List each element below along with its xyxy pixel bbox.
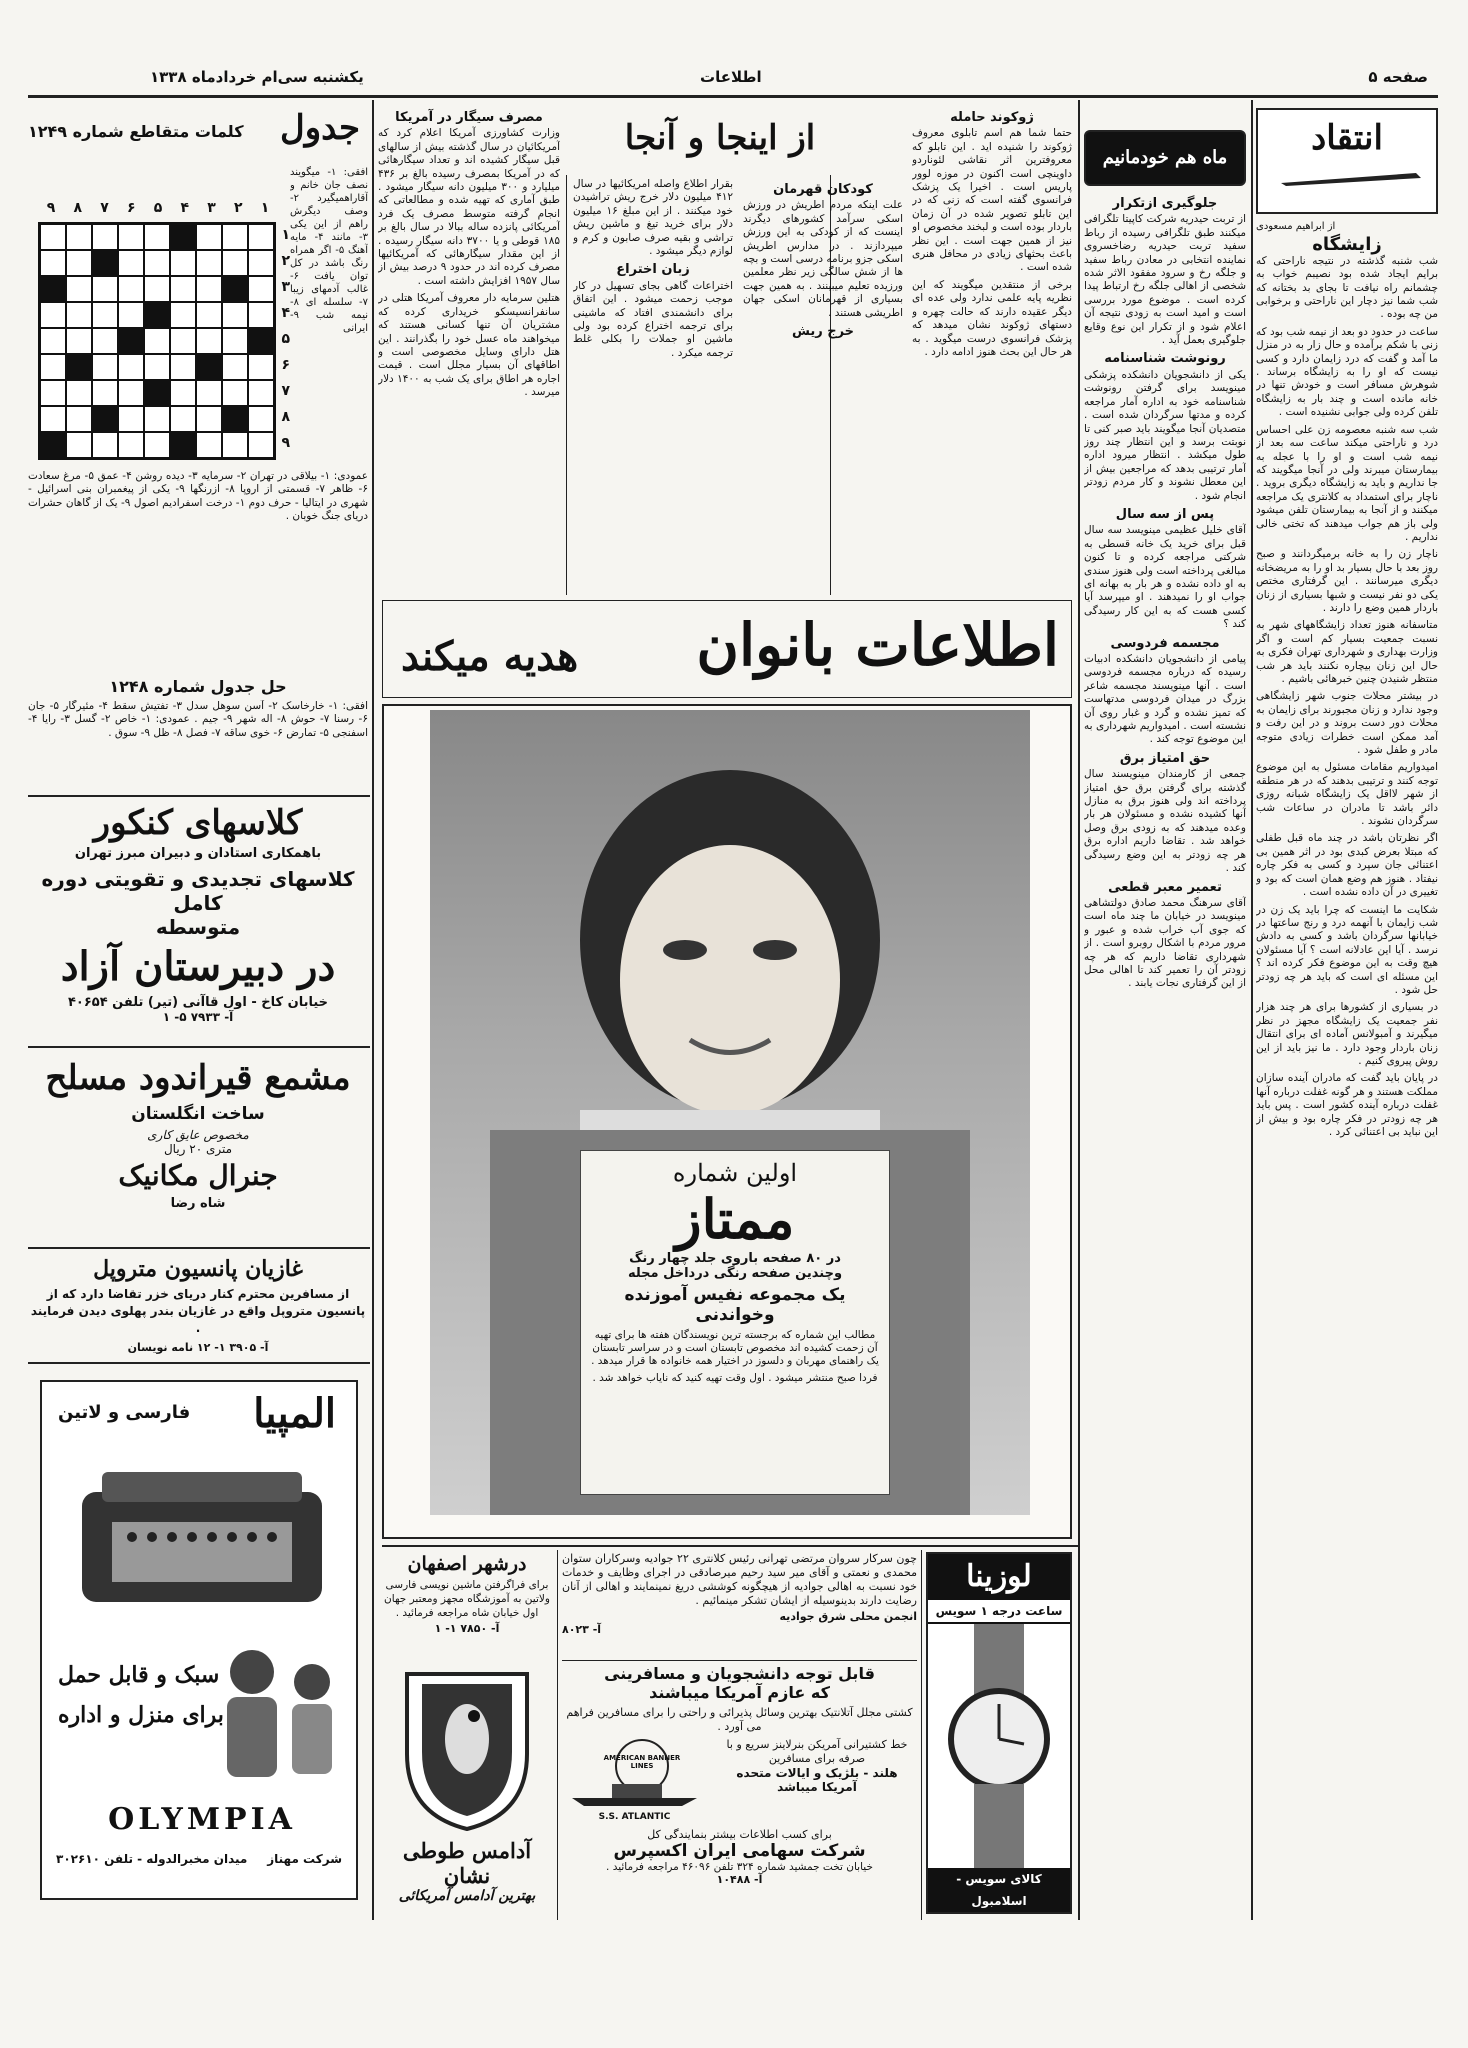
ad-pansion [28,1252,368,1352]
cover-text-6: فردا صبح منتشر میشود . اول وقت تهیه کنید که نایاب خواهد شد . [592,1372,878,1384]
crossword-row-number: ۴ [281,305,290,321]
konkur-school: در دبیرستان آزاد [60,943,336,990]
ship-icon [562,1738,707,1808]
solution-text: افقی: ۱- خارخاسک ۲- آسن سوهل سدل ۳- تفتیش سقط ۴- مئیرگار ۵- جان ۶- رسنا ۷- حوش ۸- اله شهر ۹- جیم . عمودی: ۱- خاص ۲- گسل ۳- رایا ۴- اسفنجی ۵- تمارض ۶- خوی ساقه ۷- فصل ۸- ظل ۹- سوق . [28,700,368,739]
jadval-header [28,108,368,158]
travel-company: شرکت سهامی ایران اکسپرس [613,1841,866,1861]
crossword-cell [144,354,170,380]
crossword-cell [144,432,170,458]
crossword-cell [222,328,248,354]
crossword-cell [196,406,222,432]
crossword-cell [40,406,66,432]
olympia-address: میدان مخبرالدوله - تلفن ۳۰۲۶۱۰ [56,1852,248,1866]
banner [382,600,1072,698]
crossword-cell [92,432,118,458]
cover-text-1: در ۸۰ صفحه باروی جلد چهار رنگ [629,1251,841,1266]
crossword-cell [170,380,196,406]
crossword-cell [92,224,118,250]
sham-title: مشمع قیراندود مسلح [45,1058,351,1098]
crossword-col-number: ۲ [233,200,243,216]
crossword-cell [196,250,222,276]
ad-esfahan [382,1550,552,1658]
crossword-cell [170,224,196,250]
paper-name: اطلاعات [700,68,762,86]
konkur-title: کلاسهای کنکور [93,803,303,843]
crossword-cell [144,302,170,328]
crossword-cell [40,432,66,458]
ad-konkur [28,800,368,1040]
crossword-col-number: ۴ [180,200,190,216]
magazine-cover [580,1150,890,1495]
sigar-head: مصرف سیگار در آمریکا [395,110,543,125]
crossword-cell [66,432,92,458]
crossword-cell [144,328,170,354]
travel-badge: AMERICAN BANNER LINES [603,1754,681,1770]
sham-sub: ساخت انگلستان [131,1104,265,1124]
crossword-cell [222,224,248,250]
konkur-address: خیابان کاخ - اول قاآنی (تیر) تلفن ۴۰۶۵۴ [67,995,329,1010]
solution-title: حل جدول شماره ۱۲۴۸ [109,677,287,696]
olympia-company: شرکت مهناز [267,1852,342,1866]
photo-ad-frame [382,704,1072,1539]
crossword-cell [248,276,274,302]
ad-lozina [926,1552,1072,1914]
ezinja-body: اختراعات گاهی بجای تسهیل در کار موجب زحمت میشود . این اتفاق برای دانشمندی افتاد که ماشینی برای ترجمه اختراع کرده بود ولی ماشین او جملات را بکلی غلط ترجمه میکرد . [573,279,733,359]
parrot-shield-icon [392,1664,542,1834]
crossword-cell [40,354,66,380]
konkur-line2: متوسطه [155,915,241,939]
enteghad-header [1256,108,1438,214]
solution-body [28,700,368,790]
crossword-cell [222,406,248,432]
crossword-cell [92,328,118,354]
ad-iranshan [382,1664,552,1914]
crossword-cell [170,406,196,432]
lozina-seller: کالای سویس - اسلامبول [928,1868,1070,1912]
pansion-codes: آ- ۳۹۰۵ ۱- ۱۲ نامه نویسان [127,1341,269,1354]
masthead [0,62,1468,92]
mah-section-head: رونوشت شناسنامه [1104,351,1226,367]
crossword-cell [170,328,196,354]
crossword-cell [118,250,144,276]
masthead-rule [28,95,1438,98]
crossword-cell [196,302,222,328]
enteghad-paragraph: امیدواریم مقامات مسئول به این موضوع توجه کنند و ترتیبی بدهند که در هر منطقه از شهر لااقل یک زایشگاه شبانه روزی دائر باشد تا مادران در ساعات شب سرگردان نشوند . [1256,761,1438,828]
ad-anjoman [562,1552,917,1656]
olympia-title: المپیا [253,1390,336,1437]
crossword-row-number: ۳ [281,279,290,295]
crossword-row-number: ۵ [281,331,290,347]
ad-travel [562,1664,917,1914]
enteghad-title: انتقاد [1311,118,1383,158]
crossword-cell [196,432,222,458]
page-label: صفحه ۵ [1368,68,1428,86]
travel-codes: آ- ۱۰۴۸۸ [716,1873,763,1886]
cover-big-title: ممتاز [675,1187,795,1251]
travel-title2: که عازم آمریکا میباشند [649,1683,830,1702]
iranshan-title: آدامس طوطی نشان [402,1838,532,1888]
crossword-cell [248,354,274,380]
crossword-cell [144,224,170,250]
cover-text-2: وچندین صفحه رنگی درداخل مجله [627,1266,843,1281]
crossword-cell [170,250,196,276]
crossword-cell [66,302,92,328]
crossword-cell [66,354,92,380]
crossword-row-number: ۷ [281,383,290,399]
crossword-cell [118,328,144,354]
lozina-sub: ساعت درجه ۱ سویس [928,1600,1070,1624]
mah-section-body: جمعی از کارمندان مینویسند سال گذشته برای گرفتن برق حق امتیاز پرداخته اند ولی هنوز برق به منازل آنها کشیده نشده و مسئولان هر بار وعده میدهند که به زودی برق وصل خواهد شد . تقاضا داریم اداره برق هر چه زودتر به این وضع رسیدگی کند . [1084,768,1246,875]
crossword-cell [144,406,170,432]
mah-section-head: تعمیر معبر قطعی [1108,879,1222,895]
ezinja-body: حتما شما هم اسم تابلوی معروف ژوکوند را شنیده اید . این تابلو که معروفترین اثر نقاشی لئوناردو داوینچی است اکنون در موزه لوور پاریس است . اخیرا یک پزشک فرانسوی گفته است که زنی که در این تابلو تصویر شده در آن زمان باردار بوده است و لبخند مخصوص او نیز از همین جهت است . این نظر باعث بحثهای زیادی در محافل هنری شده است . [912,127,1072,274]
banner-line1: اطلاعات بانوان [696,611,1059,679]
masthead-date: یکشنبه سی‌ام خردادماه ۱۳۳۸ [150,68,364,86]
crossword-cell [222,276,248,302]
sigar-body-2: هتلین سرمایه دار معروف آمریکا هتلی در سانفرانسیسکو خریداری کرده که مشتریان آن تنها کسانی هستند که میخواهند ماه عسل خود را بگذرانند . این هتل دارای وسایل مخصوصی است و اطاقهای آن بسیار مجلل است . قیمت اجاره هر اطاق برای یک شب به ۱۴۰۰ دلار میرسد . [378,292,560,399]
jadval-subtitle: کلمات متقاطع شماره ۱۲۴۹ [28,122,244,141]
sham-company: جنرال مکانیک [118,1159,278,1192]
crossword-cell [144,276,170,302]
ezinja-body: برخی از منتقدین میگویند که این نظریه پایه علمی ندارد ولی عده ای دیگر عقیده دارند که حالت چهره و دستهای ژوکوند نشان میدهد که پزشک فرانسوی درست میگوید . به هر حال این بحث هنوز ادامه دارد . [912,278,1072,358]
jadval-title: جدول [280,108,360,148]
crossword-cell [66,380,92,406]
crossword-cell [66,250,92,276]
crossword-cell [248,406,274,432]
crossword-cell [40,276,66,302]
enteghad-section: زایشگاه [1312,234,1382,256]
crossword-cell [222,250,248,276]
typewriter-illustration [62,1452,342,1622]
crossword-cell [222,354,248,380]
esfahan-body: برای فراگرفتن ماشین نویسی فارسی ولاتین به آموزشگاه مجهز ومعتبر جهان اول خیابان شاه مراجعه فرمائید . [384,1579,550,1619]
crossword-cell [40,380,66,406]
travel-route: هلند - بلژیک و ایالات متحده آمریکا میباشد [736,1766,898,1794]
mah-section-body: یکی از دانشجویان دانشکده پزشکی مینویسد برای گرفتن رونوشت شناسنامه خود به اداره آمار مراجعه کرده و مدتها سرگردان شده است . متصدیان آنجا میگویند باید صبر کنی تا نوبتت برسد و این انتظار چند روز طول میکشد . انتظار میرود اداره آمار ترتیبی بدهد که مراجعین بیش از این معطل نشوند و کار مردم زودتر انجام شود . [1084,368,1246,502]
crossword-cell [196,276,222,302]
mah-column [1084,192,1246,1912]
crossword-cell [222,380,248,406]
mah-section-body: از تربت حیدریه شرکت کاپیتا تلگرافی میکنند طبق تلگرافی رسیده از رباط سفید تربت حیدریه رضاخسروی نماینده انتخابی در معادن رباط سفید و جلگه رخ و سرود مفقود الاثر شده شخصی از اهالی جلگه رخ ارتباط پیدا کرده است . موضوع مورد بررسی است و امید است به زودی نتیجه آن اعلام شود و از تکرار این نوع وقایع جلوگیری بعمل آید . [1084,213,1246,347]
enteghad-paragraph: اگر نظرتان باشد در چند ماه قبل طفلی که مبتلا بعرض کبدی بود در اثر همین بی اعتنائی جان سپرد و کسی به فکر چاره نیفتاد . هنوز هم وضع همان است که بود و تغییری در آن داده نشده است . [1256,832,1438,899]
crossword-cell [196,380,222,406]
enteghad-paragraph: شکایت ما اینست که چرا باید یک زن در شب زایمان با آنهمه درد و رنج ساعتها در خیابانها سرگردان باشد و کسی به دادش نرسد . آیا این عادلانه است ؟ آیا مسئولان هیچ وقت به این موضوع فکر کرده اند ؟ این مسئله ای است که باید هر چه زودتر حل شود . [1256,903,1438,996]
crossword-cell [196,224,222,250]
ad-olympia [40,1380,358,1900]
mah-section-body: پیامی از دانشجویان دانشکده ادبیات رسیده که درباره مجسمه فردوسی است . آنها مینویسند مجسمه شاعر بزرگ در میدان فردوسی مدتهاست که تمیز نشده و گرد و غبار روی آن نشسته است . امیدواریم شهرداری به این موضوع توجه کند . [1084,653,1246,746]
crossword-cell [92,250,118,276]
mah-section-body: آقای سرهنگ محمد صادق دولتشاهی مینویسد در خیابان ما چند ماه است که جوی آب خراب شده و عبور و مرور مردم با اشکال روبرو است . از شهرداری تقاضا داریم که هر چه زودتر آن را تعمیر کند تا اهالی محل از این گرفتاری نجات یابند . [1084,896,1246,990]
konkur-codes: آ- ۷۹۳۳ ۵- ۱ [162,1010,234,1024]
crossword-cell [92,406,118,432]
crossword-grid [38,222,276,460]
crossword-cell [170,302,196,328]
jadval-clues: عمودی: ۱- بیلاقی در تهران ۲- سرمایه ۳- دیده روشن ۴- عمق ۵- مرغ سعادت ۶- ظاهر ۷- قسمتی از اروپا ۸- ازرنگها ۹- یکی از پیغمبران بنی اسرائیل - شهری در ایتالیا - حرف دوم ۱- درخت اسفرادیم اصول ۹- یک از گاهان حشرات دریای جنگ خوبان . [28,470,368,523]
ezinja-body: علت اینکه مردم اطریش در ورزش اسکی سرآمد کشورهای دیگرند اینست که از کودکی به این ورزش میپردازند . در مدارس اطریش اسکی جزو برنامه درسی است و بچه ها از شش سالگی زیر نظر معلمین ورزیده تعلیم میبینند . به همین جهت بسیاری از قهرمانان اسکی جهان اطریشی هستند . [743,199,903,319]
enteghad-paragraph: در پایان باید گفت که مادران آینده سازان مملکت هستند و هر گونه غفلت درباره آنها غفلت درباره آینده کشور است . پس باید هر چه زودتر در فکر چاره بود و بیش از این نباید بی اعتنائی کرد . [1256,1072,1438,1138]
crossword-row-number: ۹ [281,435,290,451]
olympia-slogan1: سبک و قابل حمل [58,1662,220,1688]
pansion-body: از مسافرین محترم کنار دریای خزر تقاضا دارد که از پانسیون متروپل واقع در غازیان بندر پهلوی دیدن فرمایند . [30,1287,366,1335]
crossword-cell [248,328,274,354]
ezinja-title: از اینجا و آنجا [624,118,816,158]
crossword-col-number: ۵ [153,200,163,216]
crossword-cell [66,276,92,302]
crossword-col-number: ۱ [260,200,270,216]
travel-body: کشتی مجلل آتلانتیک بهترین وسائل پذیرائی و راحتی را برای مسافرین فراهم می آورد . [566,1706,913,1733]
crossword-cell [40,250,66,276]
crossword-row-number: ۶ [281,357,290,373]
konkur-line: کلاسهای تجدیدی و تقویتی دوره کامل [41,867,355,915]
crossword-cell [222,302,248,328]
crossword-cell [92,276,118,302]
ezinja-body: بقرار اطلاع واصله امریکائیها در سال ۴۱۲ میلیون دلار خرج ریش تراشیدن خود میکنند . از این مبلغ ۱۶ میلیون دلار برای خرید تیغ و ماشین ریش تراشی و بقیه صرف صابون و کرم و لوازم دیگر میشود . [573,178,733,258]
esfahan-title: درشهر اصفهان [407,1553,527,1575]
crossword-cell [248,250,274,276]
crossword-cell [170,276,196,302]
watch-icon [928,1624,1070,1874]
crossword-cell [248,380,274,406]
crossword-col-number: ۶ [126,200,136,216]
iranshan-slogan: بهترین آدامس آمریکائی [398,1888,536,1904]
crossword-cell [248,432,274,458]
pen-icon [1276,168,1426,188]
crossword-cell [92,302,118,328]
enteghad-paragraph: متاسفانه هنوز تعداد زایشگاههای شهر به نسبت جمعیت بسیار کم است و اگر وزارت بهداری و شهرداری تهران فکری به حال این زنان بیچاره نکنند باید هر شب منتظر شنیدن چنین خبرهائی باشیم . [1256,619,1438,685]
crossword-cell [248,224,274,250]
crossword-col-number: ۸ [73,200,83,216]
crossword-col-number: ۹ [46,200,56,216]
travel-title: قابل توجه دانشجویان و مسافرینی [604,1664,875,1683]
jadval-clues-body [28,470,368,650]
crossword-cell [66,328,92,354]
ad-sham [28,1052,368,1242]
crossword-cell [66,406,92,432]
travel-line: خط کشتیرانی آمریکن بنرلاینز سریع و با صرفه برای مسافرین [726,1738,908,1765]
enteghad-paragraph: شب شنبه گذشته در نتیجه ناراحتی که برایم ایجاد شده بود نصیبم خواب به چشمانم راه نیافت تا بجای بد بختانه که شب شما نیز دچار این ناراحتی و برخوابی من چه بوده . [1256,254,1438,321]
ezinja-right [573,178,903,596]
anjoman-codes: آ- ۸۰۲۳ [562,1623,602,1636]
mah-section-body: آقای خلیل عظیمی مینویسد سه سال قبل برای خرید یک خانه قسطی به شرکتی مراجعه کرده و تا کنون مبالغی پرداخته است ولی هنوز سندی به او داده نشده و هر بار به بهانه ای جواب او را نمیدهند . او میپرسد آیا کسی هست که به این کار رسیدگی کند ؟ [1084,524,1246,631]
crossword-cell [118,224,144,250]
crossword-cell [66,224,92,250]
banner-line2: هدیه میکند [401,633,579,680]
crossword-cell [40,224,66,250]
jadval-numbers-top [38,200,278,218]
sham-person: شاه رضا [170,1196,226,1211]
crossword-cell [196,328,222,354]
cover-small-title: اولین شماره [672,1159,798,1187]
crossword-row-number: ۱ [281,227,290,243]
ezinja-left [912,106,1072,596]
travel-address: خیابان تخت جمشید شماره ۳۲۴ تلفن ۴۶۰۹۶ مراجعه فرمائید . [606,1861,873,1873]
crossword-cell [118,380,144,406]
sigar-column [378,106,560,596]
sigar-body: وزارت کشاورزی آمریکا اعلام کرد که آمریکائیان در سال گذشته بیش از سالهای قبل سیگار کشیده اند و تعداد سیگارهائی که در آمریکا بمصرف رسیده بالغ بر ۴۳۶ میلیارد و ۳۰۰ میلیون دانه سیگار میشود . طبق آماری که تهیه شده و مطالعاتی که انجام گرفته متوسط مصرف یک فرد آمریکائی پانزده ساله ببالا در سال بالغ بر ۱۸۵ قوطی و یا ۳۷۰۰ دانه سیگار رسیده . از این مقدار سیگارهائی که آمریکائیها مصرف کرده اند در حدود ۹ درصد بیش از سال ۱۹۵۷ افزایش داشته است . [378,127,560,287]
lozina-brand: لوزینا [928,1554,1070,1600]
mah-section-head: مجسمه فردوسی [1110,635,1220,651]
crossword-col-number: ۷ [100,200,109,216]
crossword-cell [118,432,144,458]
enteghad-column [1256,220,1438,1920]
crossword-cell [118,354,144,380]
crossword-cell [248,302,274,328]
ezinja-head: ژوکوند حامله [950,110,1034,125]
ezinja-head: کودکان قهرمان [773,182,873,197]
sham-line: مخصوص عایق کاری [147,1128,249,1142]
anjoman-body: چون سرکار سروان مرتضی تهرانی رئیس کلانتری ۲۲ جوادیه وسرکاران ستوان محمدی و نعمتی و آقای میر سید رحیم میرصادقی در اجرای وظایف و خدمات خود نسبت به اهالی جوادیه از هیچگونه کوششی دریغ نمینمایند و اهالی از آنان رضایت دارند بدینوسیله از ایشان تشکر مینمائیم . [562,1552,917,1607]
crossword-cell [118,276,144,302]
esfahan-codes: آ- ۷۸۵۰ ۱- ۱ [434,1622,500,1635]
crossword-cell [222,432,248,458]
crossword-cell [40,302,66,328]
enteghad-paragraph: ناچار زن را به خانه برمیگردانند و صبح روز بعد با حال بسیار بد او را به مریضخانه دیگری میرسانند . این گرفتاری مختص یکی دو نفر نیست و شبها بسیاری از زنان باردار همین وضع را دارند . [1256,548,1438,614]
crossword-col-number: ۳ [207,200,216,216]
sham-price: متری ۲۰ ریال [163,1142,233,1156]
ezinja-head: زبان اختراع [616,262,690,278]
olympia-sub: فارسی و لاتین [58,1402,191,1423]
enteghad-paragraph: شب سه شنبه معصومه زن علی احساس درد و ناراحتی میکند ساعت سه بعد از نیمه شب است و او را با عجله به بیمارستان میبرند ولی در آنجا میگویند که جا نداریم و باید به زایشگاه دیگری بروید . ناچار برای استمداد به کلانتری یک مراجعه میکنند و از آنجا به بیمارستان تلفن میشود ولی باز هم جواب میدهند که تختی خالی نداریم . [1256,423,1438,543]
crossword-cell [92,380,118,406]
cover-text-3: یک مجموعه نفیس آموزنده [624,1285,846,1305]
crossword-cell [144,250,170,276]
enteghad-paragraph: در بیشتر محلات جنوب شهر زایشگاهی وجود ندارد و زنان مجبورند برای زایمان به محلات دور دست بروند و در این رفت و آمد ممکن است خطرات زیادی متوجه مادر و طفل شود . [1256,690,1438,757]
crossword-cell [118,406,144,432]
mah-title: ماه هم خودمانیم [1102,147,1228,168]
mah-section-head: جلوگیری ازتکرار [1112,196,1218,211]
konkur-sub: باهمکاری استادان و دبیران مبرز تهران [74,846,322,861]
crossword-cell [92,354,118,380]
crossword-cell [170,432,196,458]
crossword-cell [170,354,196,380]
ezinja-head: خرج ریش [791,324,855,340]
crossword-cell [196,354,222,380]
jadval-clues-right: افقی: ۱- میگویند نصف جان خانم و آقاراهمیگیرد ۲- وصف دیگرش راهم از این یکی ۳- مانند ۴- مایه آهنگ ۵- اگر همراه رنگ باشد در کل توان یافت ۶- غالب آدمهای زیبا ۷- سلسله ای ۸- نیمه شب ۹- ایرانی [290,167,368,334]
crossword-row-number: ۸ [281,409,290,425]
olympia-slogan2: برای منزل و اداره [58,1702,224,1728]
travel-more: برای کسب اطلاعات بیشتر بنمایندگی کل [647,1828,832,1841]
crossword-cell [144,380,170,406]
enteghad-author: از ابراهیم مسعودی [1256,221,1336,232]
crossword-cell [118,302,144,328]
enteghad-paragraph: در بسیاری از کشورها برای هر چند هزار نفر جمعیت یک زایشگاه مجهز در نظر میگیرند و آمبولانس آماده ای برای انتقال زنان باردار وجود دارد . ما نیز باید از این روش پیروی کنیم . [1256,1001,1438,1067]
cover-text-5: مطالب این شماره که برجسته ترین نویسندگان هفته ها برای تهیه آن زحمت کشیده اند مخصوص تابستان است و در سراسر تابستان یک راهنمای مهربان و دلسوز در اختیار همه خانواده ها قرار میدهد . [591,1329,879,1367]
pansion-title: غازیان پانسیون متروپل [93,1256,303,1282]
enteghad-paragraph: ساعت در حدود دو بعد از نیمه شب بود که زنی با شکم برآمده و حال زار به در منزل ما آمد و گفت که درد زایمان دارد و کسی نیست که او را به زایشگاه برساند . شوهرش مسافر است و خودش تنها در خانه مانده است و چند بار به زایشگاه تلفن کرده ولی جوابی نشنیده است . [1256,325,1438,419]
crossword-cell [40,328,66,354]
travel-ship: S.S. ATLANTIC [598,1812,671,1822]
anjoman-sig: انجمن محلی شرق جوادیه [779,1610,917,1623]
photo [430,710,1030,1515]
mah-section-head: پس از سه سال [1115,506,1215,522]
olympia-brand: OLYMPIA [108,1802,296,1837]
crossword-row-number: ۲ [281,253,290,269]
mah-section-head: حق امتیاز برق [1119,750,1211,766]
cover-text-4: وخواندنی [695,1305,775,1325]
mah-header [1084,130,1246,186]
